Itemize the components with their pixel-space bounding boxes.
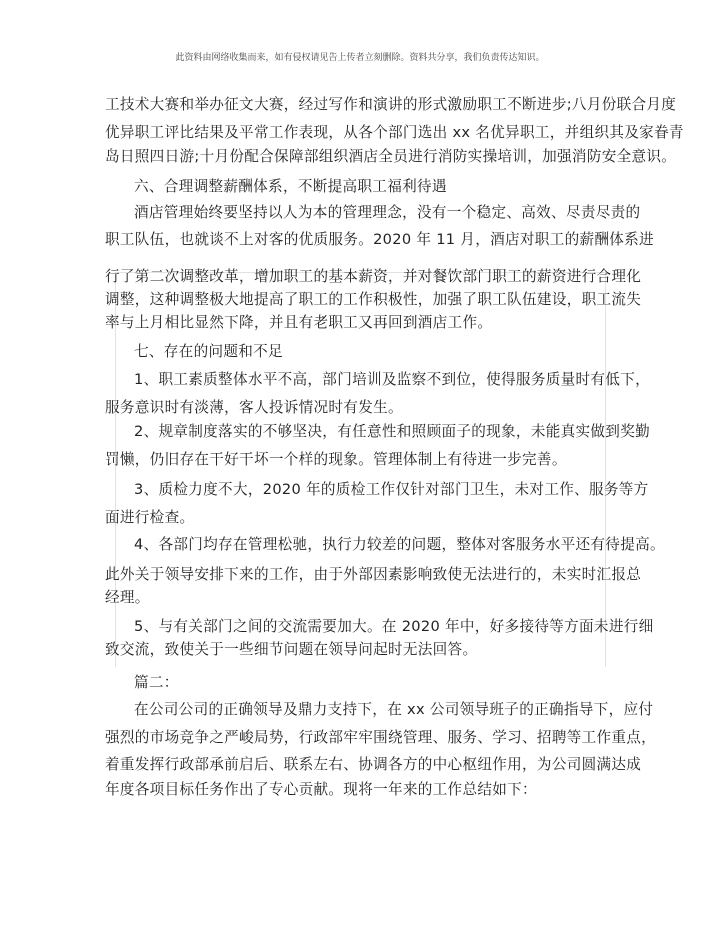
text-line: 工技术大赛和举办征文大赛，经过写作和演讲的形式激励职工不断进步;八月份联合月度 — [105, 96, 677, 113]
text-line: 4、各部门均存在管理松驰，执行力较差的问题，整体对客服务水平还有待提高。 — [134, 536, 665, 553]
text-line: 服务意识时有淡薄，客人投诉情况时有发生。 — [105, 399, 403, 416]
text-line: 职工队伍，也就谈不上对客的优质服务。2020 年 11 月，酒店对职工的薪酬体系进 — [105, 231, 654, 248]
text-line: 此外关于领导安排下来的工作，由于外部因素影响致使无法进行的，未实时汇报总 — [105, 566, 642, 583]
section-heading: 六、合理调整薪酬体系，不断提高职工福利待遇 — [134, 178, 447, 195]
text-line: 酒店管理始终要坚持以人为本的管理理念，没有一个稳定、高效、尽责尽责的 — [134, 204, 641, 221]
text-line: 1、职工素质整体水平不高，部门培训及监察不到位，使得服务质量时有低下， — [134, 371, 650, 388]
text-line: 3、质检力度不大，2020 年的质检工作仅针对部门卫生，未对工作、服务等方 — [134, 481, 649, 498]
text-line: 优异职工评比结果及平常工作表现，从各个部门选出 xx 名优异职工，并组织其及家眷青 — [105, 124, 684, 141]
text-line: 5、与有关部门之间的交流需要加大。在 2020 年中，好多接待等方面未进行细 — [134, 618, 654, 635]
text-line: 年度各项目标任务作出了专心贡献。现将一年来的工作总结如下： — [105, 781, 537, 798]
text-line: 调整，这种调整极大地提高了职工的工作积极性，加强了职工队伍建设，职工流失 — [105, 291, 642, 308]
text-line: 2、规章制度落实的不够坚决，有任意性和照顾面子的现象，未能真实做到奖勤 — [134, 423, 650, 440]
text-line: 行了第二次调整改革，增加职工的基本薪资，并对餐饮部门职工的薪资进行合理化 — [105, 268, 642, 285]
text-line: 罚懒，仍旧存在干好干坏一个样的现象。管理体制上有待进一步完善。 — [105, 451, 567, 468]
copyright-notice: 此资料由网络收集而来，如有侵权请见告上传者立刻删除。资料共分享，我们负责传达知识。 — [175, 53, 545, 63]
text-line: 致交流，致使关于一些细节问题在领导问起时无法回答。 — [105, 641, 478, 658]
text-line: 强烈的市场竞争之严峻局势，行政部牢牢围绕管理、服务、学习、招聘等工作重点， — [105, 729, 657, 746]
text-line: 经理。 — [105, 589, 150, 606]
text-line: 着重发挥行政部承前启后、联系左右、协调各方的中心枢纽作用，为公司圆满达成 — [105, 756, 642, 773]
section-heading: 篇二： — [134, 674, 179, 691]
text-line: 岛日照四日游;十月份配合保障部组织酒店全员进行消防实操培训，加强消防安全意识。 — [105, 148, 677, 165]
text-line: 面进行检查。 — [105, 509, 195, 526]
section-heading: 七、存在的问题和不足 — [134, 343, 283, 360]
text-line: 率与上月相比显然下降，并且有老职工又再回到酒店工作。 — [105, 314, 493, 331]
text-line: 在公司公司的正确领导及鼎力支持下，在 xx 公司领导班子的正确指导下，应付 — [134, 701, 654, 718]
